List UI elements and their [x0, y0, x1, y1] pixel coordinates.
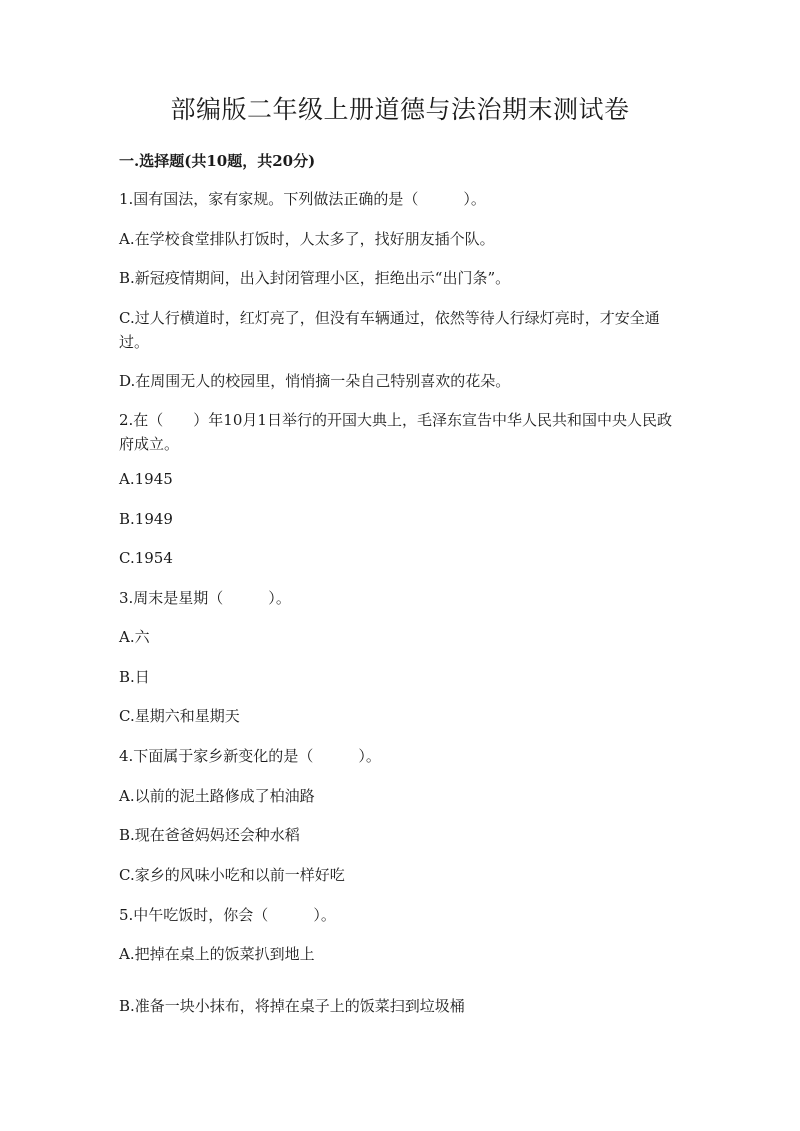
question-1-option-b: B.新冠疫情期间，出入封闭管理小区，拒绝出示“出门条”。	[119, 269, 511, 287]
question-3-stem: 3.周末是星期（ ）。	[119, 589, 291, 607]
question-2-stem: 2.在（ ）年10月1日举行的开国大典上，毛泽东宣告中华人民共和国中央人民政府成立。	[119, 411, 672, 453]
question-2-option-c: C.1954	[119, 549, 173, 567]
section-heading: 一.选择题(共10题，共20分)	[119, 152, 316, 170]
question-1-option-d: D.在周围无人的校园里，悄悄摘一朵自己特别喜欢的花朵。	[119, 372, 511, 390]
question-2-option-a: A.1945	[119, 470, 173, 488]
question-5-option-b: B.准备一块小抹布，将掉在桌子上的饭菜扫到垃圾桶	[119, 997, 465, 1015]
page-title: 部编版二年级上册道德与法治期末测试卷	[170, 95, 630, 124]
question-1-option-a: A.在学校食堂排队打饭时，人太多了，找好朋友插个队。	[119, 230, 495, 248]
question-4-option-a: A.以前的泥土路修成了柏油路	[119, 787, 315, 805]
question-2-option-b: B.1949	[119, 510, 173, 528]
question-5-option-a: A.把掉在桌上的饭菜扒到地上	[119, 945, 315, 963]
question-5-stem: 5.中午吃饭时，你会（ ）。	[119, 906, 336, 924]
question-1-option-c: C.过人行横道时，红灯亮了，但没有车辆通过，依然等待人行绿灯亮时，才安全通过。	[119, 309, 660, 351]
question-4-stem: 4.下面属于家乡新变化的是（ ）。	[119, 747, 381, 765]
question-3-option-c: C.星期六和星期天	[119, 707, 240, 725]
question-3-option-a: A.六	[119, 628, 150, 646]
question-3-option-b: B.日	[119, 668, 150, 686]
question-4-option-c: C.家乡的风味小吃和以前一样好吃	[119, 866, 345, 884]
question-1-stem: 1.国有国法，家有家规。下列做法正确的是（ ）。	[119, 190, 486, 208]
question-4-option-b: B.现在爸爸妈妈还会种水稻	[119, 826, 300, 844]
